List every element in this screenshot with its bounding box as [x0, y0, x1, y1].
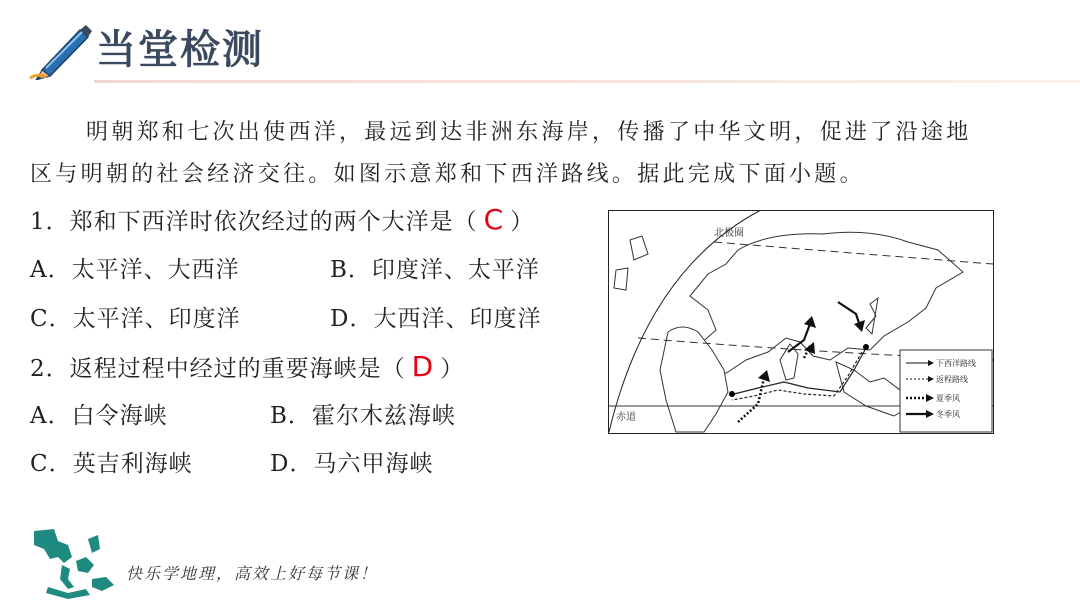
question-1-option-c: C．太平洋、印度洋	[30, 306, 241, 332]
intro-line-2: 区与明朝的社会经济交往。如图示意郑和下西洋路线。据此完成下面小题。	[30, 162, 865, 187]
page-title: 当堂检测	[96, 27, 264, 73]
intro-line-1: 明朝郑和七次出使西洋，最远到达非洲东海岸，传播了中华文明，促进了沿途地	[86, 120, 972, 145]
question-2-answer: D	[411, 350, 435, 383]
pen-icon	[28, 22, 94, 80]
route-end-point	[729, 391, 735, 397]
header	[0, 0, 1080, 90]
equator-label: 赤道	[616, 412, 636, 423]
question-2-stem: 2．返程过程中经过的重要海峡是（ D ）	[30, 350, 465, 383]
legend-return-label: 返程路线	[936, 375, 968, 384]
legend-outbound-label: 下西洋路线	[936, 359, 976, 368]
question-2-option-d: D．马六甲海峡	[270, 451, 434, 477]
question-1-stem: 1．郑和下西洋时依次经过的两个大洋是（ C ）	[30, 203, 535, 236]
legend-summer-label: 夏季风	[936, 394, 960, 403]
footer-slogan: 快乐学地理，高效上好每节课！	[126, 564, 379, 583]
route-start-point	[863, 344, 869, 350]
zheng-he-route-map	[608, 210, 994, 434]
question-1-option-b: B．印度洋、太平洋	[330, 257, 540, 283]
title-divider	[94, 80, 1080, 83]
question-1-answer: C	[483, 203, 505, 236]
arctic-circle-label: 北极圈	[714, 228, 744, 239]
question-2-option-c: C．英吉利海峡	[30, 451, 193, 477]
question-1-option-d: D．大西洋、印度洋	[330, 306, 542, 332]
question-1-option-a: A．太平洋、大西洋	[30, 257, 240, 283]
question-2-option-a: A．白令海峡	[30, 403, 168, 429]
legend-winter-label: 冬季风	[936, 410, 960, 419]
intro-paragraph	[30, 112, 1040, 196]
question-2-option-b: B．霍尔木兹海峡	[270, 403, 456, 429]
southeast-asia-map-icon	[28, 527, 118, 602]
